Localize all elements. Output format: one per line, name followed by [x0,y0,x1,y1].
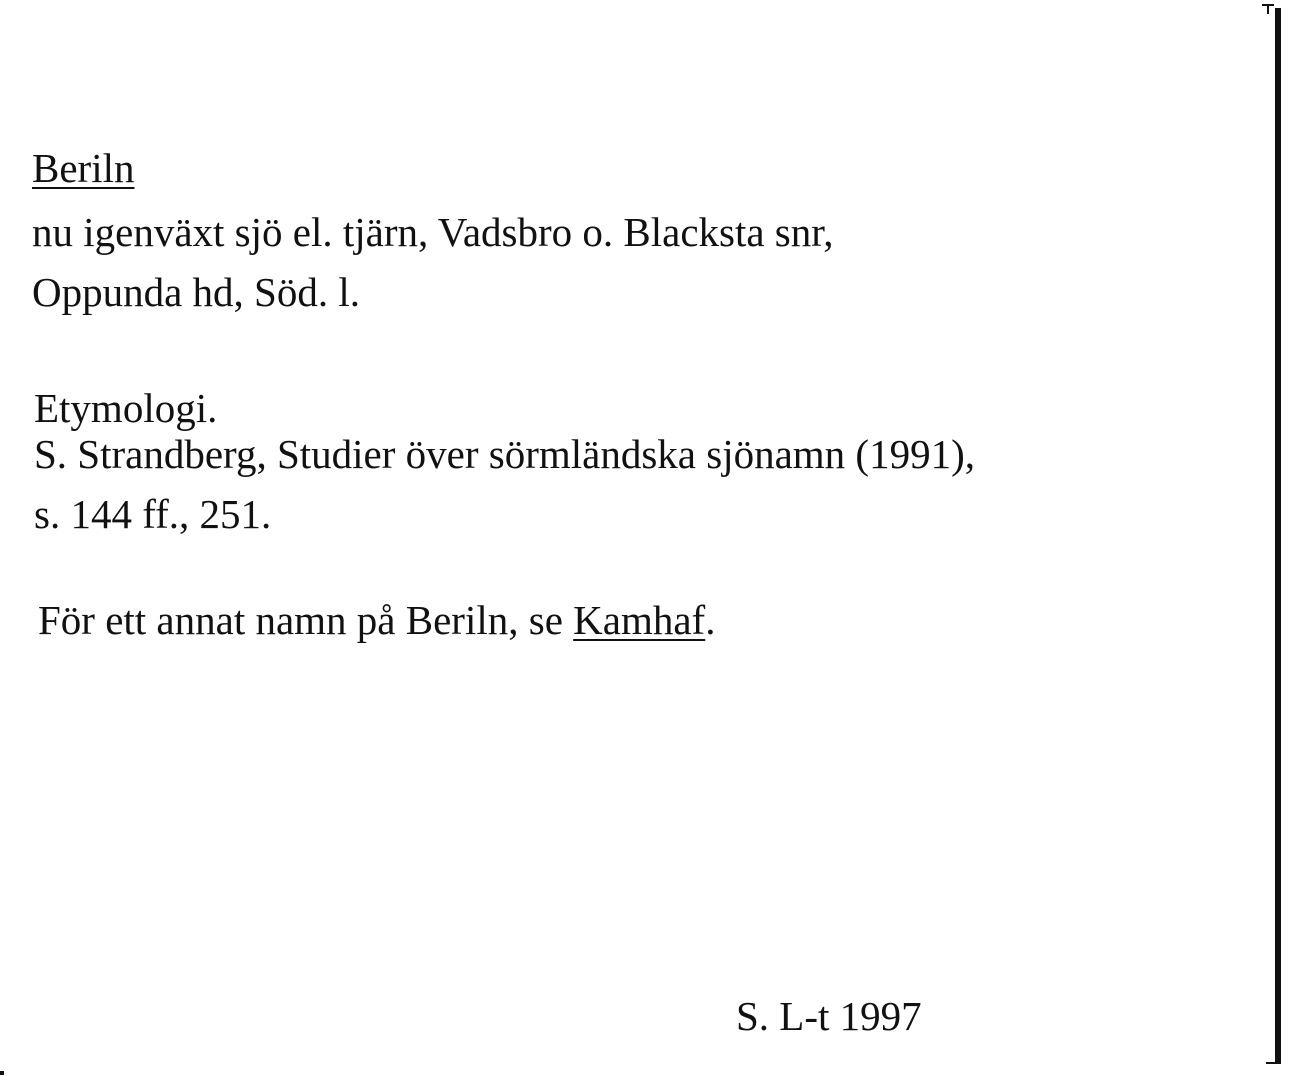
cross-reference-suffix: . [705,597,716,643]
description-line-1: nu igenväxt sjö el. tjärn, Vadsbro o. Blacksta snr, [32,209,834,255]
card-edge-line [1275,8,1281,1064]
cross-reference-prefix: För ett annat namn på Beriln, se [38,597,574,643]
description-line-2: Oppunda hd, Söd. l. [32,269,360,315]
etymology-heading: Etymologi. [34,385,218,431]
signature: S. L-t 1997 [736,993,922,1039]
scan-artifact-dot [0,1071,4,1075]
cross-reference-link[interactable]: Kamhaf [573,597,706,643]
cross-reference [38,597,716,643]
headword: Beriln [32,145,135,191]
etymology-line-1: S. Strandberg, Studier över sörmländska sjönamn (1991), [34,431,975,477]
card-edge-tick-top-vertical [1267,4,1269,14]
card-edge-tick-bottom [1266,1062,1278,1064]
etymology-line-2: s. 144 ff., 251. [34,491,272,537]
